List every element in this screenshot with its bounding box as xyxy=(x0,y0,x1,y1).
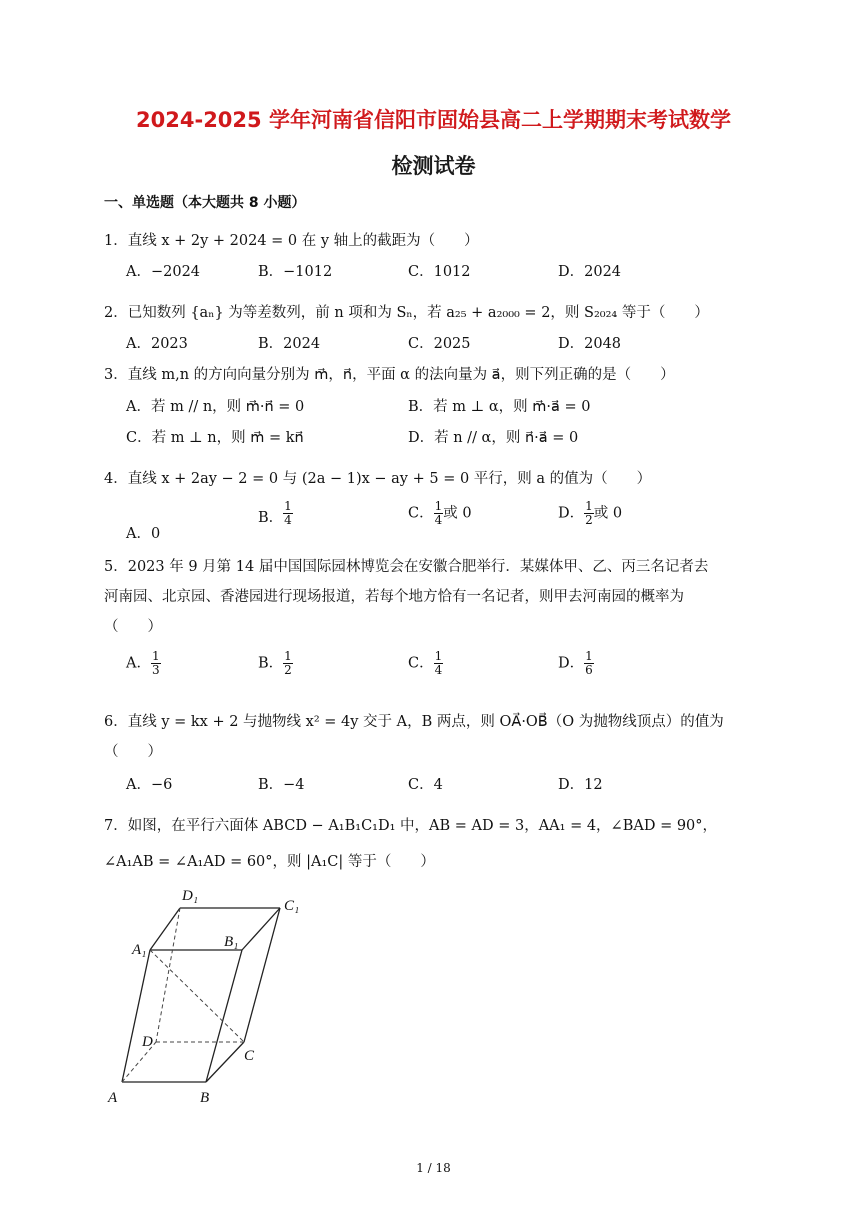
label-b: B xyxy=(200,1090,210,1106)
q3-option-a: A．若 m // n，则 m⃗·n⃗ = 0 xyxy=(126,399,305,415)
q1-option-a: A．−2024 xyxy=(126,264,201,280)
title-line-2: 检测试卷 xyxy=(391,154,476,178)
question-3: 3．直线 m,n 的方向向量分别为 m⃗，n⃗，平面 α 的法向量为 a⃗，则下列正确的是（ ） xyxy=(104,367,675,383)
q4-option-a: A．0 xyxy=(126,526,161,542)
q4-option-c: C． $\frac{1}{4}$ 或 0 xyxy=(408,499,472,527)
label-d1: D₁ xyxy=(182,888,199,904)
question-1: 1．直线 x + 2y + 2024 = 0 在 y 轴上的截距为（ ） xyxy=(104,233,479,249)
q6-option-c: C．4 xyxy=(408,777,443,793)
edge-a1d1 xyxy=(150,908,180,950)
q5-option-a: A． $\frac{1}{3}$ xyxy=(126,649,160,677)
q2-option-c: C．2025 xyxy=(408,336,471,352)
q1-option-b: B．−1012 xyxy=(258,264,333,280)
q6-option-a: A．−6 xyxy=(126,777,173,793)
q4-option-b: B． $\frac{1}{4}$ xyxy=(258,499,292,527)
parallelepiped-figure xyxy=(100,880,320,1110)
question-4: 4．直线 x + 2ay − 2 = 0 与 (2a − 1)x − ay + 5 = 0 平行，则 a 的值为（ ） xyxy=(104,471,652,487)
q4-option-d: D． $\frac{1}{2}$ 或 0 xyxy=(558,499,623,527)
q5-option-c: C． $\frac{1}{4}$ xyxy=(408,649,443,677)
label-b1: B₁ xyxy=(224,934,239,950)
q5-option-b: B． $\frac{1}{2}$ xyxy=(258,649,292,677)
q6-option-d: D．12 xyxy=(558,777,603,793)
label-c1: C₁ xyxy=(284,898,300,914)
section-heading: 一、单选题（本大题共 8 小题） xyxy=(104,195,306,211)
q2-option-b: B．2024 xyxy=(258,336,321,352)
q2-option-a: A．2023 xyxy=(126,336,188,352)
question-7-line-2: ∠A₁AB = ∠A₁AD = 60°，则 |A₁C| 等于（ ） xyxy=(104,854,435,870)
q3-option-b: B．若 m ⊥ α，则 m⃗·a⃗ = 0 xyxy=(408,399,591,415)
question-5-line-1: 5．2023 年 9 月第 14 届中国国际园林博览会在安徽合肥举行．某媒体甲、乙、丙三名记者去 xyxy=(104,559,709,575)
q3-option-c: C．若 m ⊥ n，则 m⃗ = kn⃗ xyxy=(126,430,304,446)
question-2: 2．已知数列 {aₙ} 为等差数列，前 n 项和为 Sₙ，若 a₂₅ + a₂₀₀₀ = 2，则 S₂₀₂₄ 等于（ ） xyxy=(104,305,709,321)
question-6-line-2: （ ） xyxy=(104,744,162,760)
q6-option-b: B．−4 xyxy=(258,777,305,793)
q2-option-d: D．2048 xyxy=(558,336,622,352)
question-7-line-1: 7．如图，在平行六面体 ABCD − A₁B₁C₁D₁ 中，AB = AD = 3，AA₁ = 4，∠BAD = 90°， xyxy=(104,818,718,834)
label-c: C xyxy=(244,1048,255,1064)
q1-option-c: C．1012 xyxy=(408,264,471,280)
label-a1: A₁ xyxy=(132,942,147,958)
edge-a1a xyxy=(122,950,150,1082)
title-line-1: 2024-2025 学年河南省信阳市固始县高二上学期期末考试数学 xyxy=(136,108,731,132)
question-5-line-2: 河南园、北京园、香港园进行现场报道，若每个地方恰有一名记者，则甲去河南园的概率为 xyxy=(104,589,684,605)
label-d: D xyxy=(142,1034,153,1050)
q1-option-d: D．2024 xyxy=(558,264,622,280)
label-a: A xyxy=(108,1090,118,1106)
question-5-line-3: （ ） xyxy=(104,619,162,635)
question-6-line-1: 6．直线 y = kx + 2 与抛物线 x² = 4y 交于 A，B 两点，则 OA⃗·OB⃗（O 为抛物线顶点）的值为 xyxy=(104,714,724,730)
q5-option-d: D． $\frac{1}{6}$ xyxy=(558,649,593,677)
edge-d1d-hidden xyxy=(156,908,180,1042)
q3-option-d: D．若 n // α，则 n⃗·a⃗ = 0 xyxy=(408,430,579,446)
page-number: 1 / 18 xyxy=(416,1161,451,1175)
